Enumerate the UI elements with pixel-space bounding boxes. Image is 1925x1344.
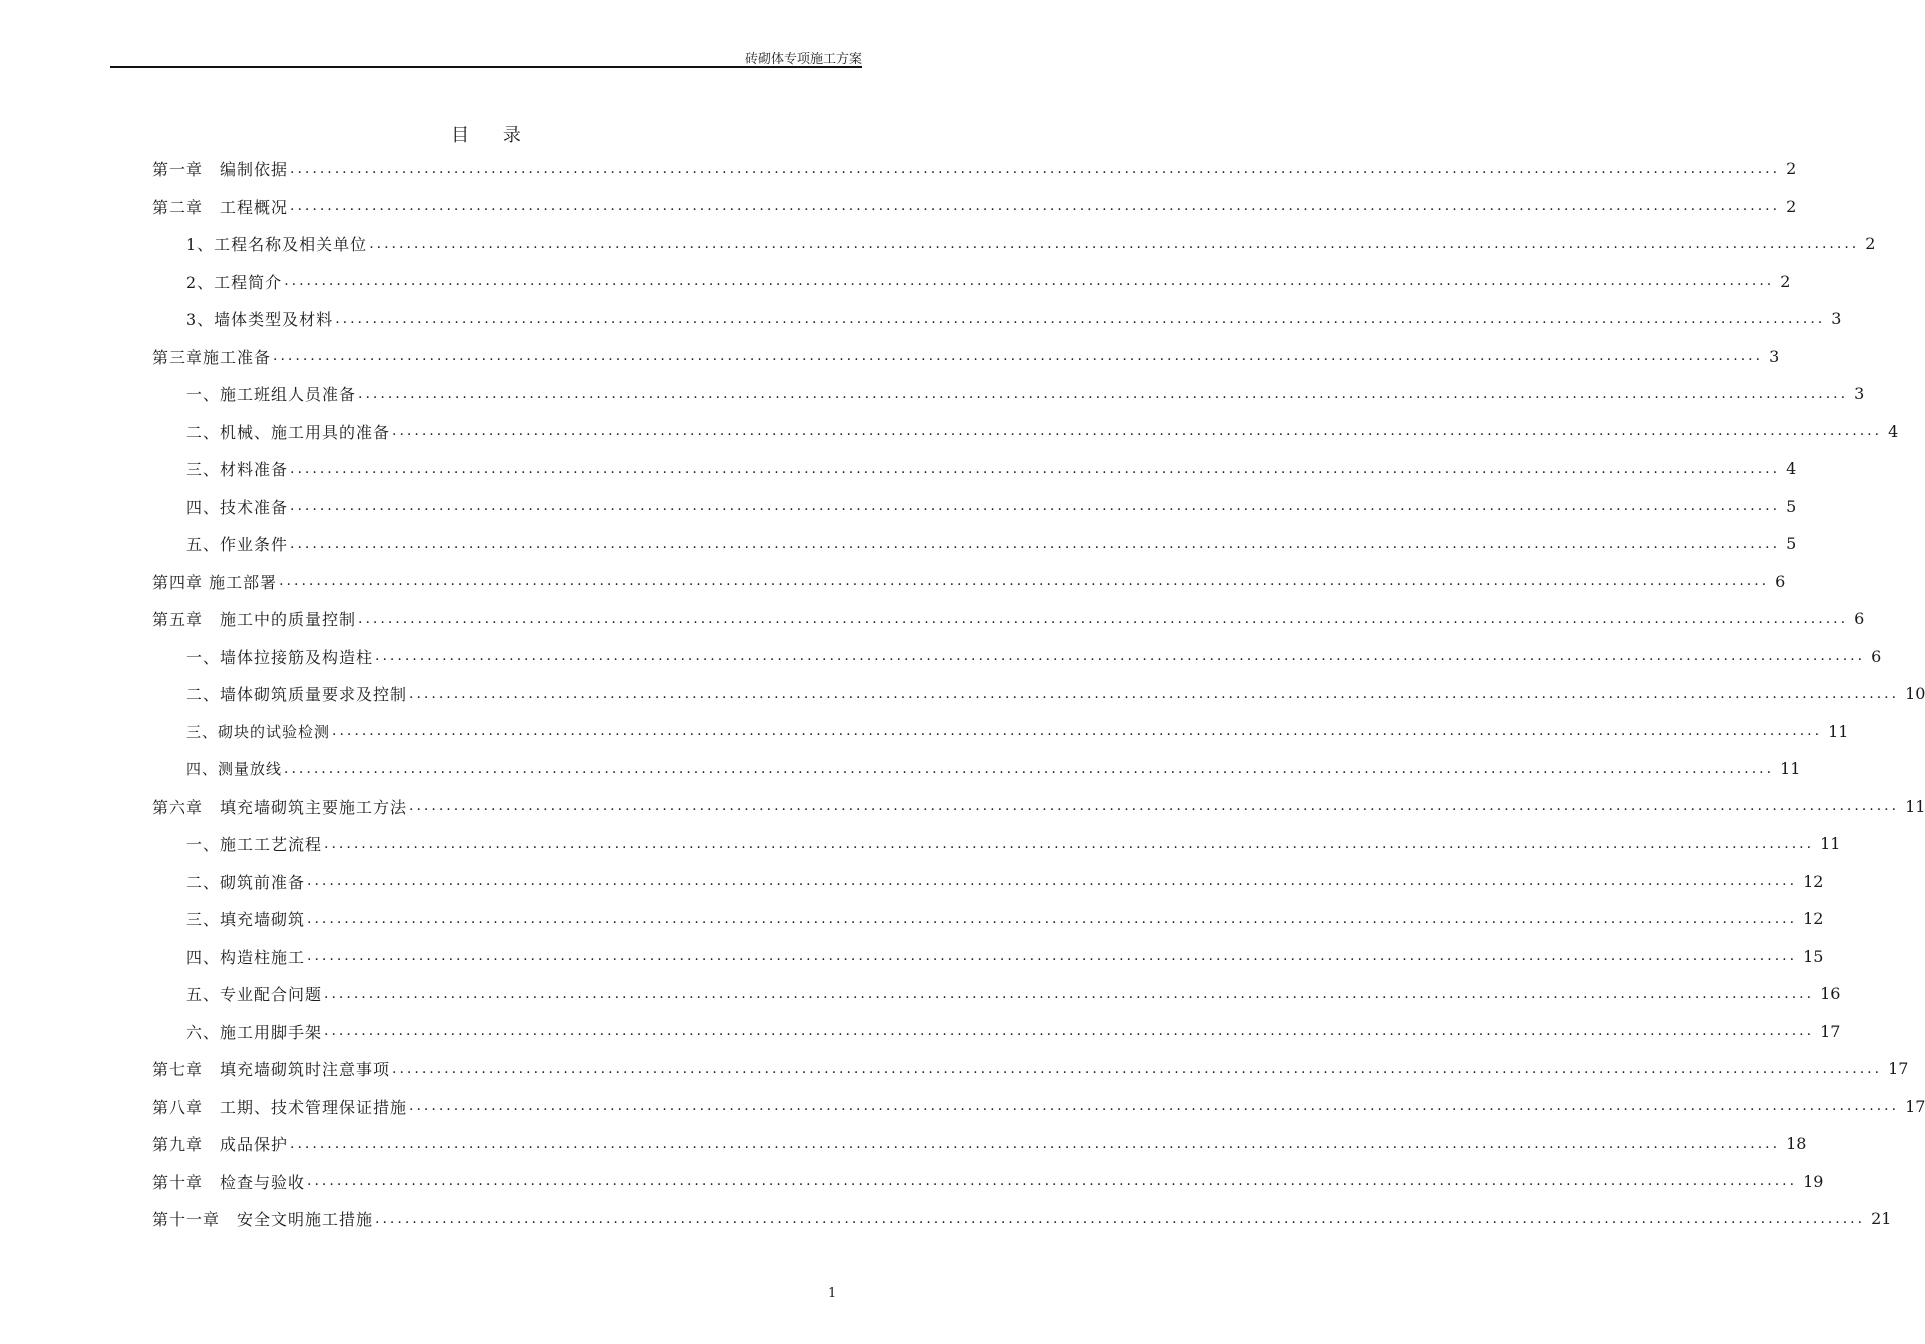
dot-leader: ........................................................................................................................................................................................................: [307, 1173, 1798, 1189]
dot-leader: ........................................................................................................................................................................................................: [307, 873, 1798, 889]
toc-entry-page: 17: [1888, 1059, 1909, 1078]
toc-entry-page: 17: [1905, 1096, 1925, 1116]
dot-leader: ........................................................................................................................................................................................................: [332, 723, 1823, 739]
dot-leader: ........................................................................................................................................................................................................: [279, 573, 1770, 589]
toc-entry-text: 2、工程简介: [186, 272, 283, 292]
dot-leader: ........................................................................................................................................................................................................: [273, 348, 1764, 364]
toc-entry-page: 5: [1786, 496, 1797, 516]
toc-entry-text: 一、墙体拉接筋及构造柱: [186, 647, 374, 667]
toc-entry-text: 第十一章 安全文明施工措施: [152, 1210, 374, 1229]
dot-leader: ........................................................................................................................................................................................................: [409, 798, 1900, 814]
dot-leader: ........................................................................................................................................................................................................: [375, 1210, 1866, 1227]
header-rule: [110, 66, 862, 68]
toc-entry[interactable]: [152, 150, 1797, 187]
toc-entry[interactable]: [152, 600, 1865, 637]
toc-entry-text: 第七章 填充墙砌筑时注意事项: [152, 1060, 391, 1079]
toc-entry-page: 2: [1786, 196, 1797, 216]
toc-entry-page: 18: [1786, 1134, 1807, 1153]
toc-entry-text: 一、施工班组人员准备: [186, 385, 357, 404]
toc-entry-page: 3: [1854, 384, 1865, 403]
toc-entry-page: 6: [1775, 571, 1786, 591]
dot-leader: ........................................................................................................................................................................................................: [290, 198, 1781, 214]
dot-leader: ........................................................................................................................................................................................................: [290, 460, 1781, 477]
toc-entry[interactable]: [152, 1125, 1807, 1162]
dot-leader: ........................................................................................................................................................................................................: [284, 273, 1775, 289]
dot-leader: ........................................................................................................................................................................................................: [290, 160, 1781, 177]
toc-entry[interactable]: [152, 1050, 1909, 1087]
page-number: 1: [828, 1286, 837, 1301]
toc-entry-text: 第四章 施工部署: [152, 572, 278, 592]
dot-leader: ........................................................................................................................................................................................................: [392, 1060, 1883, 1077]
dot-leader: ........................................................................................................................................................................................................: [307, 910, 1798, 927]
toc-entry-text: 五、专业配合问题: [186, 985, 323, 1004]
toc-entry-text: 四、测量放线: [186, 760, 283, 778]
toc-entry-text: 第十章 检查与验收: [152, 1172, 306, 1192]
toc-entry[interactable]: [186, 938, 1824, 975]
toc-entry[interactable]: [186, 413, 1899, 450]
toc-entry-page: 4: [1786, 459, 1797, 478]
toc-entry-page: 2: [1865, 234, 1876, 253]
toc-entry[interactable]: [152, 338, 1780, 375]
toc-entry-page: 16: [1820, 984, 1841, 1003]
toc-entry-text: 二、机械、施工用具的准备: [186, 422, 391, 442]
toc-entry[interactable]: [186, 975, 1841, 1012]
toc-entry[interactable]: [152, 563, 1786, 600]
dot-leader: ........................................................................................................................................................................................................: [324, 1023, 1815, 1039]
dot-leader: ........................................................................................................................................................................................................: [290, 498, 1781, 514]
toc-entry-text: 一、施工工艺流程: [186, 835, 323, 854]
dot-leader: ........................................................................................................................................................................................................: [335, 310, 1826, 327]
toc-entry-page: 15: [1803, 946, 1824, 966]
toc-entry-text: 第二章 工程概况: [152, 197, 289, 217]
toc-entry[interactable]: [152, 1163, 1824, 1200]
dot-leader: ........................................................................................................................................................................................................: [290, 535, 1781, 552]
dot-leader: ........................................................................................................................................................................................................: [324, 985, 1815, 1002]
toc-entry[interactable]: [186, 1013, 1841, 1050]
toc-entry[interactable]: [186, 750, 1801, 787]
toc-entry[interactable]: [152, 788, 1925, 825]
toc-entry-text: 二、墙体砌筑质量要求及控制: [186, 685, 408, 704]
dot-leader: ........................................................................................................................................................................................................: [307, 948, 1798, 964]
toc-entry-page: 6: [1854, 609, 1865, 628]
toc-entry[interactable]: [186, 900, 1824, 937]
toc-entry-text: 第一章 编制依据: [152, 160, 289, 179]
toc-entry-text: 第六章 填充墙砌筑主要施工方法: [152, 797, 408, 817]
dot-leader: ........................................................................................................................................................................................................: [369, 235, 1860, 252]
toc-entry-page: 11: [1828, 721, 1849, 741]
toc-entry-page: 17: [1820, 1021, 1841, 1041]
toc-entry[interactable]: [186, 863, 1824, 900]
toc-entry-text: 第九章 成品保护: [152, 1135, 289, 1154]
toc-entry-page: 11: [1820, 834, 1841, 853]
dot-leader: ........................................................................................................................................................................................................: [358, 385, 1849, 402]
toc-entry[interactable]: [152, 188, 1797, 225]
toc-entry-page: 21: [1871, 1209, 1892, 1228]
toc-entry[interactable]: [186, 525, 1797, 562]
toc-entry[interactable]: [152, 1200, 1892, 1237]
toc-entry-page: 5: [1786, 534, 1797, 553]
toc-entry-page: 10: [1905, 684, 1925, 703]
dot-leader: ........................................................................................................................................................................................................: [409, 1098, 1900, 1114]
toc-entry-text: 五、作业条件: [186, 535, 289, 554]
toc-entry-page: 19: [1803, 1171, 1824, 1191]
toc-entry[interactable]: [186, 638, 1882, 675]
dot-leader: ........................................................................................................................................................................................................: [324, 835, 1815, 852]
toc-entry-text: 第五章 施工中的质量控制: [152, 610, 357, 629]
toc-entry[interactable]: [186, 675, 1925, 712]
toc-entry[interactable]: [186, 300, 1842, 337]
toc-entry-page: 3: [1769, 346, 1780, 366]
dot-leader: ........................................................................................................................................................................................................: [290, 1135, 1781, 1152]
toc-entry-page: 12: [1803, 871, 1824, 891]
toc-entry[interactable]: [186, 450, 1797, 487]
toc-entry-text: 四、技术准备: [186, 497, 289, 517]
toc-entry-text: 三、材料准备: [186, 460, 289, 479]
toc-entry[interactable]: [186, 263, 1791, 300]
dot-leader: ........................................................................................................................................................................................................: [375, 648, 1866, 664]
toc-entry-text: 三、填充墙砌筑: [186, 910, 306, 929]
toc-entry-text: 二、砌筑前准备: [186, 872, 306, 892]
toc-entry-page: 2: [1780, 271, 1791, 291]
toc-entry-page: 11: [1905, 796, 1925, 816]
toc-entry-text: 第三章施工准备: [152, 347, 272, 367]
toc-entry-page: 2: [1786, 159, 1797, 178]
toc-entry-page: 4: [1888, 421, 1899, 441]
toc-entry-page: 6: [1871, 646, 1882, 666]
toc-entry-page: 11: [1780, 759, 1801, 778]
toc-entry-text: 第八章 工期、技术管理保证措施: [152, 1097, 408, 1117]
toc-entry-text: 三、砌块的试验检测: [186, 722, 331, 741]
toc-entry[interactable]: [152, 1088, 1925, 1125]
toc-entry-text: 六、施工用脚手架: [186, 1022, 323, 1042]
dot-leader: ........................................................................................................................................................................................................: [409, 685, 1900, 702]
toc-entry-page: 12: [1803, 909, 1824, 928]
toc-title: 目 录: [451, 125, 535, 146]
toc-entry[interactable]: [186, 488, 1797, 525]
toc-entry-text: 四、构造柱施工: [186, 947, 306, 967]
toc-entry[interactable]: [186, 825, 1841, 862]
toc-entry[interactable]: [186, 713, 1849, 750]
running-header: 砖砌体专项施工方案: [744, 52, 862, 67]
dot-leader: ........................................................................................................................................................................................................: [358, 610, 1849, 627]
toc-entry[interactable]: [186, 225, 1876, 262]
toc-entry-text: 3、墙体类型及材料: [186, 310, 334, 329]
dot-leader: ........................................................................................................................................................................................................: [392, 423, 1883, 439]
dot-leader: ........................................................................................................................................................................................................: [284, 760, 1775, 777]
toc-entry-page: 3: [1831, 309, 1842, 328]
toc-entry-text: 1、工程名称及相关单位: [186, 235, 368, 254]
toc-entry[interactable]: [186, 375, 1865, 412]
